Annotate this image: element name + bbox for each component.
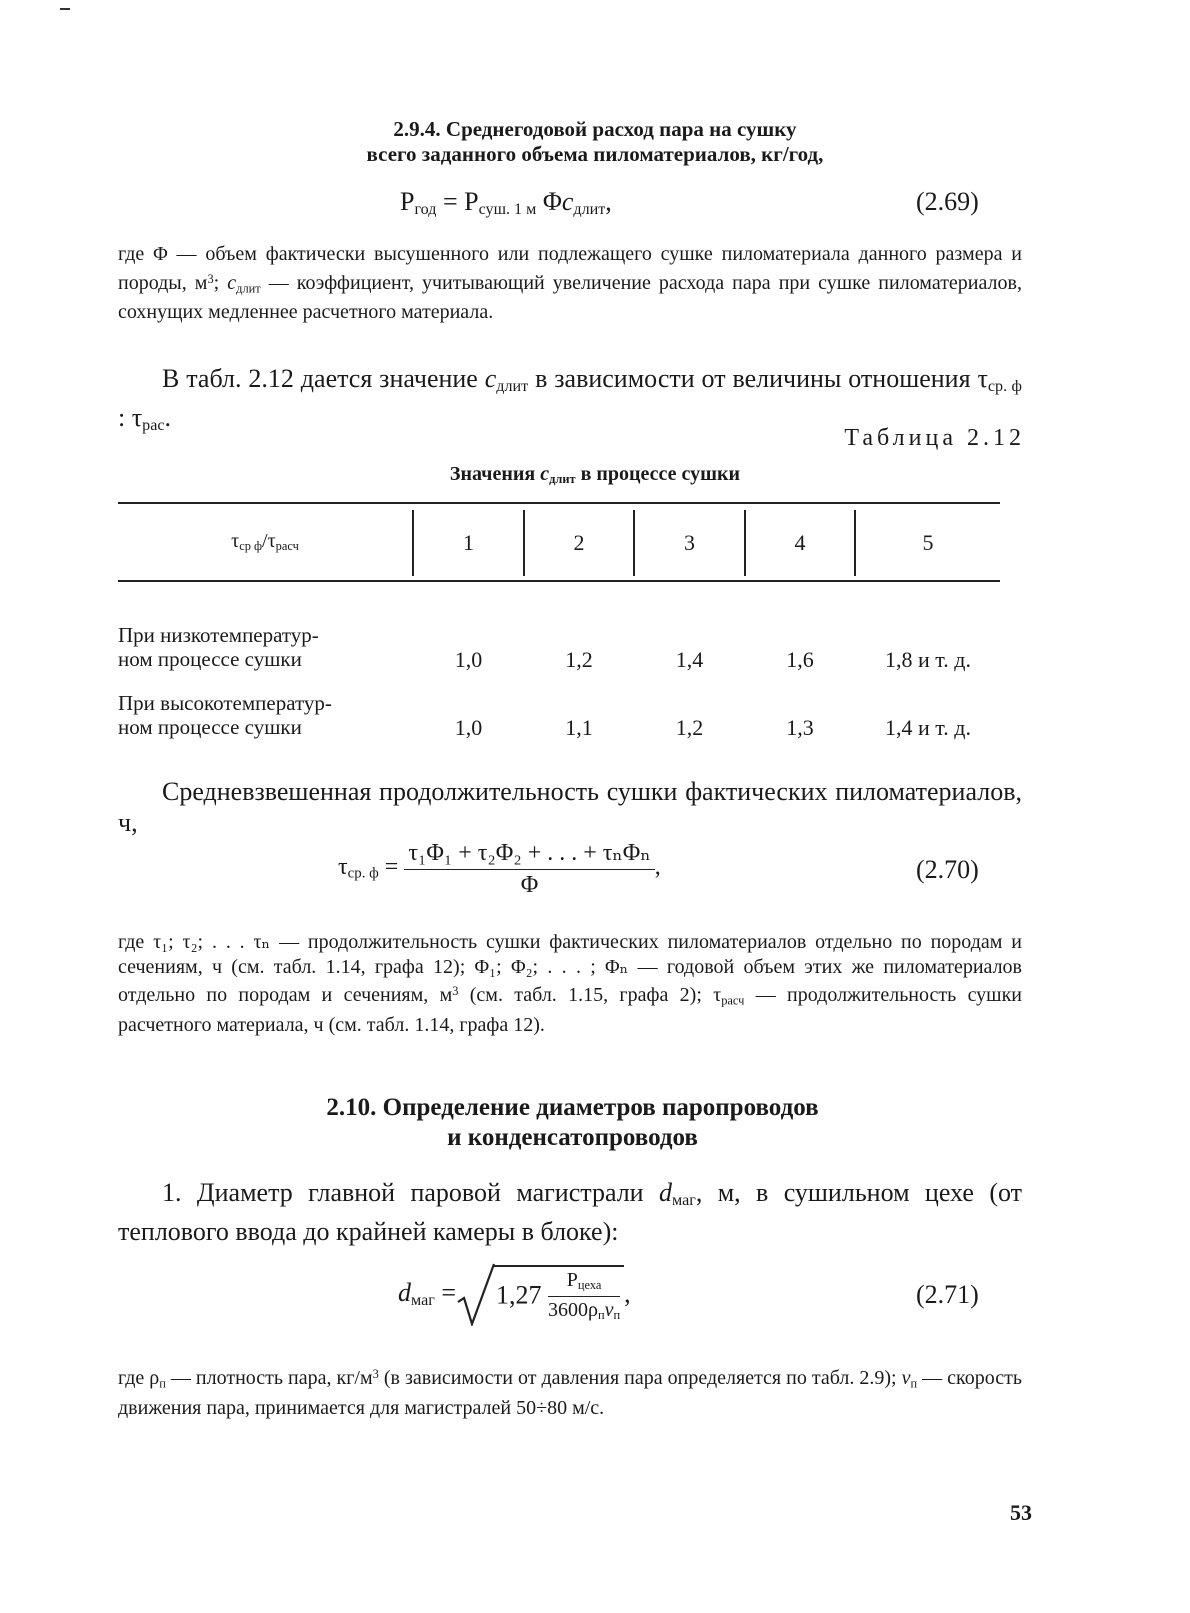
formula-269-lhs-sub: год <box>414 201 437 219</box>
section-210-title-line2: и конденсатопроводов <box>447 1124 698 1151</box>
table-row-2-label-line2: ном процессе сушки <box>118 715 302 739</box>
table-row-1-cell-3: 1,4 <box>675 647 704 672</box>
formula-269-c: c <box>561 187 574 216</box>
table-header-col-2: 2 <box>573 530 585 555</box>
table-row-1-cell-4: 1,6 <box>786 647 814 672</box>
formula-271-denominator <box>548 1297 620 1323</box>
paragraph-main-diameter <box>118 1177 1022 1247</box>
equation-number-2-69: (2.69) <box>916 187 979 216</box>
para5-text-1: 1. Диаметр главной паровой магистрали <box>162 1178 659 1207</box>
para2-text-3: : τ <box>118 403 143 433</box>
formula-271-lhs: d <box>398 1277 411 1307</box>
table-row-2-cell-1: 1,0 <box>454 715 483 740</box>
para4-sup: 3 <box>452 984 459 998</box>
para1-c-sub: длит <box>236 280 261 295</box>
para4-sub-1: расч <box>721 993 745 1008</box>
formula-271-tail: , <box>624 1279 631 1308</box>
formula-270-lhs-sub: ср. ф <box>347 865 379 882</box>
table-top-rule <box>118 502 1000 504</box>
table-header-col-4: 4 <box>794 530 806 555</box>
para1-text-3: — коэффициент, учитывающий увеличение расхода пара при сушке пиломатериалов, сохнущих медленнее расчетного материала. <box>118 271 1022 324</box>
paragraph-tau-definition <box>118 930 1022 1037</box>
formula-271-lhs-sub: маг <box>411 1292 435 1309</box>
table-row-2-cell-4: 1,3 <box>786 715 814 740</box>
formula-271-numerator-p: P <box>566 1269 578 1292</box>
formula-270-denominator: Φ <box>520 872 539 898</box>
corner-mark <box>60 8 70 10</box>
table-header-rule <box>118 580 1000 582</box>
section-210-heading <box>0 1093 1190 1153</box>
formula-271-numerator <box>548 1269 620 1296</box>
table-row-1-label-line2: ном процессе сушки <box>118 647 302 671</box>
table-header-mid: /τ <box>262 530 276 552</box>
table-header-col-3: 3 <box>684 530 695 555</box>
formula-271-den-v: v <box>604 1298 614 1321</box>
para1-text-1: где Φ — объем фактически высушенного или подлежащего сушке пиломатериала данного размера и породы, м <box>118 243 1022 294</box>
paragraph-weighted-duration <box>118 776 1022 838</box>
formula-269-lhs: P <box>400 187 415 216</box>
para4-text-2: (см. табл. 1.15, графа 2); τ <box>458 984 722 1007</box>
table-caption: Таблица 2.12 <box>844 425 1025 451</box>
formula-271-coef: 1,27 <box>496 1281 542 1310</box>
table-row-2-cell-5: 1,4 и т. д. <box>885 715 971 740</box>
para3-text: Средневзвешенная продолжительность сушки фактических пиломатериалов, ч, <box>118 777 1022 837</box>
table-row-1-label <box>118 623 319 671</box>
section-294-heading <box>0 117 1190 167</box>
table-header-col-1: 1 <box>463 530 474 555</box>
formula-2-70 <box>338 838 661 899</box>
table-header-col-5: 5 <box>922 530 934 555</box>
square-root-icon <box>456 1262 496 1326</box>
para6-text-3: (в зависимости от давления пара определяется по табл. 2.9); <box>378 1367 902 1390</box>
table-title <box>0 463 1190 487</box>
formula-269-p-sub: суш. 1 м <box>478 201 537 219</box>
para6-sub-1: п <box>159 1376 166 1391</box>
para5-d: d <box>658 1178 672 1207</box>
para6-text-4: — скорость движения пара, принимается для магистралей 50÷80 м/с. <box>118 1367 1022 1419</box>
table-row-2-cell-2: 1,1 <box>565 715 593 740</box>
table-row-1-cell-2: 1,2 <box>565 647 593 672</box>
section-294-title-line2: всего заданного объема пиломатериалов, кг/год, <box>366 142 824 166</box>
table-row-2-label <box>118 691 332 739</box>
section-210-title-line1: 2.10. Определение диаметров паропроводов <box>326 1094 819 1121</box>
para2-c-sub: длит <box>496 378 529 396</box>
formula-271-denominator-rho: 3600ρ <box>548 1298 598 1321</box>
equation-number-2-71: (2.71) <box>916 1280 979 1309</box>
para2-text-1: В табл. 2.12 дается значение <box>162 364 485 393</box>
formula-271-numerator-sub: цеха <box>577 1278 602 1293</box>
table-title-c: c <box>540 463 550 485</box>
para2-text-4: . <box>164 403 172 433</box>
formula-271-eq: = <box>434 1277 457 1307</box>
para1-c: c <box>227 271 237 294</box>
formula-270-numerator: τ₁Φ₁ + τ₂Φ₂ + . . . + τₙΦₙ <box>404 838 654 870</box>
formula-270-eq: = <box>378 854 405 881</box>
formula-271-fraction <box>548 1269 620 1322</box>
para6-sup: 3 <box>372 1367 379 1381</box>
formula-269-eq: = P <box>436 187 479 216</box>
formula-269-tail: , <box>605 187 612 216</box>
table-row-2-cell-3: 1,2 <box>675 715 704 740</box>
para2-c: c <box>484 364 497 393</box>
formula-271-den-sub-1: п <box>598 1307 605 1322</box>
para4-text-3: — продолжительность сушки расчетного материала, ч (см. табл. 1.14, графа 12). <box>118 984 1022 1036</box>
table-row-2-label-line1: При высокотемператур- <box>118 691 332 715</box>
para4-text-1: где τ₁; τ₂; . . . τₙ — продолжительность сушки фактических пиломатериалов отдельно по породам и сечениям, ч (см. табл. 1.14, графа 12); Φ₁; Φ₂; . . . ; Φₙ — годовой объем этих же пиломатериалов отдельно по породам и сечениям, м <box>118 931 1022 1007</box>
para2-sub-2: рас <box>142 417 165 435</box>
table-title-suffix: в процессе сушки <box>575 463 741 485</box>
para6-text-2: — плотность пара, кг/м <box>165 1367 373 1390</box>
formula-269-phi: Φ <box>536 187 562 216</box>
para1-sup: 3 <box>207 271 214 286</box>
formula-2-71 <box>398 1262 631 1326</box>
formula-269-c-sub: длит <box>573 201 606 219</box>
para5-text-2: , м, в сушильном цехе (от теплового ввода до крайней камеры в блоке): <box>118 1178 1022 1247</box>
formula-2-69 <box>400 187 612 219</box>
page-number: 53 <box>1010 1500 1032 1525</box>
table-header-label <box>118 530 412 554</box>
formula-270-lhs: τ <box>338 854 348 881</box>
para6-v: v <box>901 1367 911 1390</box>
para1-text-2: ; <box>213 271 228 294</box>
paragraph-rho-definition <box>118 1362 1022 1420</box>
table-row-1-label-line1: При низкотемператур- <box>118 623 319 647</box>
para6-sub-2: п <box>910 1376 918 1391</box>
table-row-1-cell-1: 1,0 <box>454 647 483 672</box>
formula-271-radicand <box>494 1265 624 1322</box>
table-header-sub-2: расч <box>275 539 299 554</box>
paragraph-phi-definition <box>118 242 1022 325</box>
formula-271-den-sub-2: п <box>613 1307 621 1322</box>
formula-270-tail: , <box>654 854 661 881</box>
table-title-c-sub: длит <box>549 472 576 487</box>
equation-number-2-70: (2.70) <box>916 855 979 884</box>
para6-text-1: где ρ <box>118 1367 160 1390</box>
table-header-sub-1: ср ф <box>239 539 263 554</box>
formula-270-fraction <box>404 838 654 899</box>
section-294-title-line1: 2.9.4. Среднегодовой расход пара на сушку <box>393 117 797 141</box>
para2-sub-1: ср. ф <box>987 378 1022 396</box>
table-row-1-cell-5: 1,8 и т. д. <box>885 647 971 672</box>
para5-d-sub: маг <box>671 1192 696 1210</box>
table-header-tau: τ <box>231 530 240 552</box>
table-title-prefix: Значения <box>449 463 541 485</box>
para2-text-2: в зависимости от величины отношения τ <box>528 364 988 393</box>
